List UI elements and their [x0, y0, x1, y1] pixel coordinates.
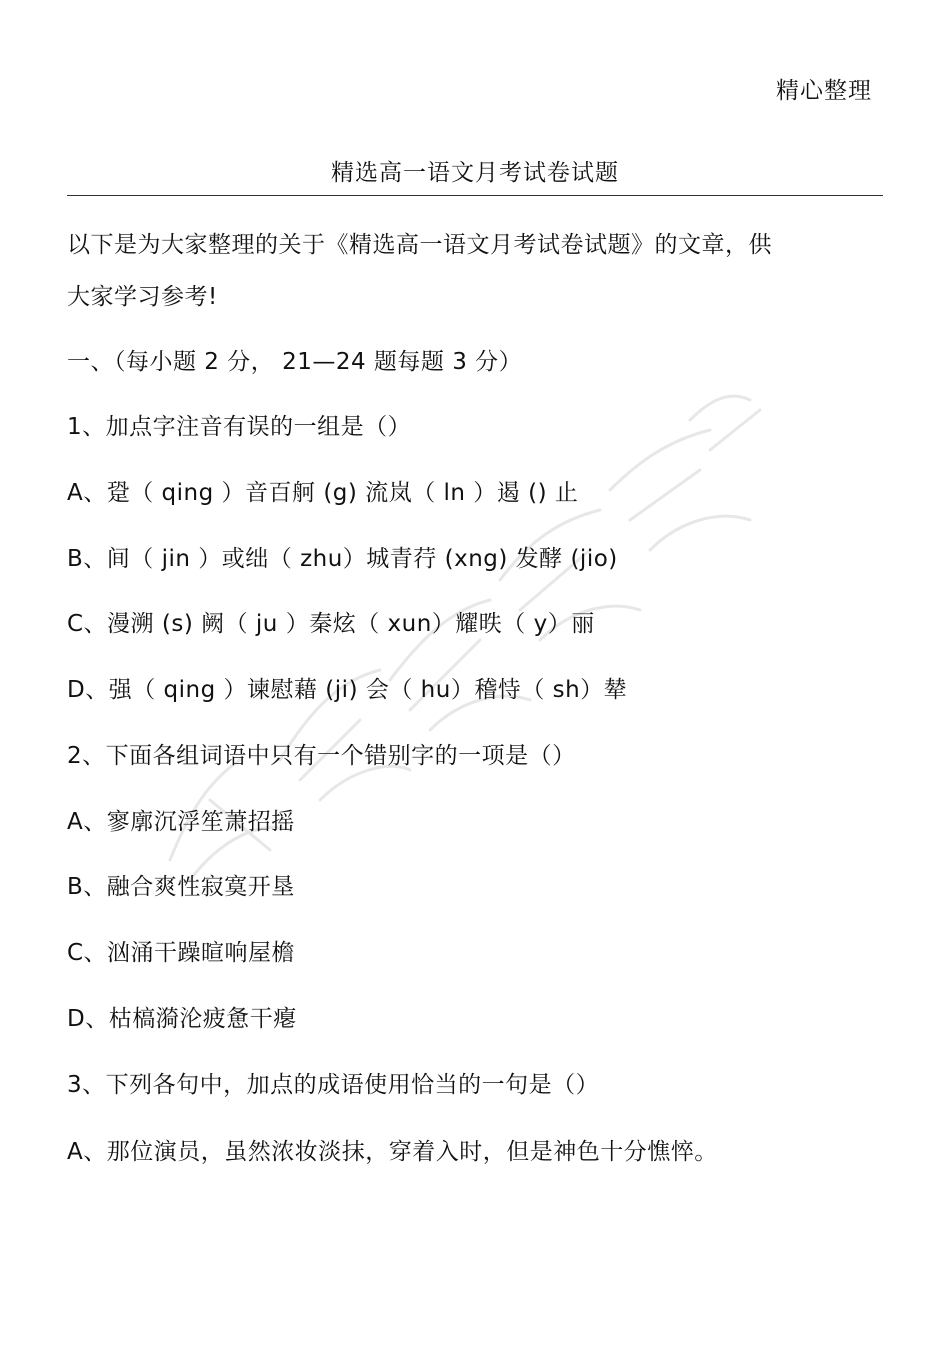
- q1-option-b: B、间（ jin ）或绌（ zhu）城青荇 (xng) 发酵 (jio): [67, 546, 618, 572]
- q2-option-b: B、融合爽性寂寞开垦: [67, 874, 295, 900]
- q1-option-d: D、强（ qing ）谏慰藉 (ji) 会（ hu）稽恃（ sh）辇: [67, 677, 628, 703]
- q2-option-c: C、汹涌干躁暄响屋檐: [67, 940, 296, 966]
- question-3: 3、下列各句中，加点的成语使用恰当的一句是（）: [67, 1072, 600, 1098]
- q2-option-d: D、枯槁漪沦疲惫干瘪: [67, 1006, 297, 1032]
- section-heading: 一、（每小题 2 分， 21—24 题每题 3 分）: [67, 349, 523, 375]
- question-2: 2、下面各组词语中只有一个错别字的一项是（）: [67, 743, 576, 769]
- question-1: 1、加点字注音有误的一组是（）: [67, 414, 412, 440]
- header-tag: 精心整理: [776, 78, 872, 104]
- q1-option-a: A、跫（ qing ）音百舸 (g) 流岚（ ln ）遏 () 止: [67, 480, 579, 506]
- q2-option-a: A、寥廓沉浮笙萧招摇: [67, 809, 295, 835]
- title-divider: [67, 195, 883, 196]
- document-title: 精选高一语文月考试卷试题: [331, 160, 619, 186]
- intro-line-1: 以下是为大家整理的关于《精选高一语文月考试卷试题》的文章，供: [67, 232, 772, 258]
- q3-option-a: A、那位演员，虽然浓妆淡抹，穿着入时，但是神色十分憔悴。: [67, 1139, 718, 1165]
- intro-line-2: 大家学习参考!: [67, 284, 218, 310]
- q1-option-c: C、漫溯 (s) 阙（ ju ）秦炫（ xun）耀昳（ y）丽: [67, 611, 595, 637]
